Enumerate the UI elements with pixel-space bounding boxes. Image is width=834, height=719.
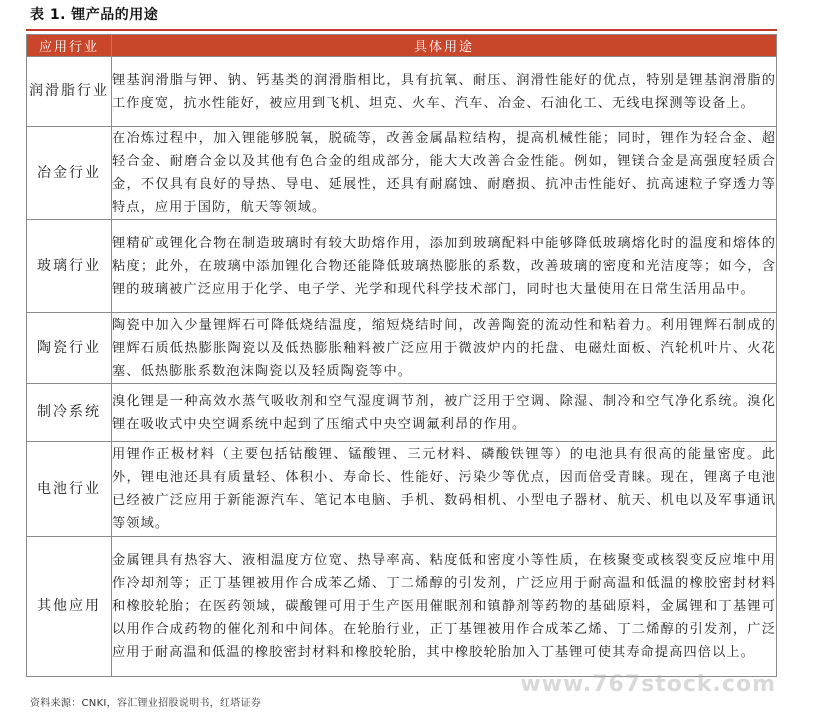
header-industry: 应用行业 [27,35,112,57]
row-description: 金属锂具有热容大、液相温度方位宽、热导率高、粘度低和密度小等性质，在核聚变或核裂变反应堆中用作冷却剂等；正丁基锂被用作合成苯乙烯、丁二烯醇的引发剂，广泛应用于耐高温和低温的橡胶密封材料和橡胶轮胎；在医药领域，碳酸锂可用于生产医用催眠剂和镇静剂等药物的基础原料，金属锂和丁基锂可以用作合成药物的催化剂和中间体。在轮胎行业，正丁基锂被用作合成苯乙烯、丁二烯醇的引发剂，广泛应用于耐高温和低温的橡胶密封材料和橡胶轮胎，其中橡胶轮胎加入丁基锂可使其寿命提高四倍以上。 [112,537,777,677]
row-description: 在冶炼过程中，加入锂能够脱氧，脱硫等，改善金属晶粒结构，提高机械性能；同时，锂作为轻合金、超轻合金、耐磨合金以及其他有色合金的组成部分，能大大改善合金性能。例如，锂镁合金是高强度轻质合金，不仅具有良好的导热、导电、延展性，还具有耐腐蚀、耐磨损、抗冲击性能好、抗高速粒子穿透力等特点，应用于国防，航天等领域。 [112,127,777,220]
table-row [27,442,777,537]
source-note: 资料来源：CNKI，容汇锂业招股说明书，红塔证券 [30,698,262,709]
table-title: 表 1. 锂产品的用途 [30,7,159,23]
row-description: 用锂作正极材料（主要包括钴酸锂、锰酸锂、三元材料、磷酸铁锂等）的电池具有很高的能量密度。此外，锂电池还具有质量轻、体积小、寿命长、性能好、污染少等优点，因而倍受青睐。现在，锂离子电池已经被广泛应用于新能源汽车、笔记本电脑、手机、数码相机、小型电子器材、航天、机电以及军事通讯等领域。 [112,442,777,537]
row-description: 陶瓷中加入少量锂辉石可降低烧结温度，缩短烧结时间，改善陶瓷的流动性和粘着力。利用锂辉石制成的锂辉石质低热膨胀陶瓷以及低热膨胀釉料被广泛应用于微波炉内的托盘、电磁灶面板、汽轮机叶片、火花塞、低热膨胀系数泡沫陶瓷以及轻质陶瓷等中。 [112,313,777,384]
watermark: www.767stock.com [520,672,776,697]
row-category: 其他应用 [27,537,112,677]
title-divider [26,29,777,31]
row-category: 润滑脂行业 [27,57,112,127]
row-category: 陶瓷行业 [27,313,112,384]
row-description: 锂精矿或锂化合物在制造玻璃时有较大助熔作用，添加到玻璃配料中能够降低玻璃熔化时的温度和熔体的粘度；此外，在玻璃中添加锂化合物还能降低玻璃热膨胀的系数，改善玻璃的密度和光洁度等；如今，含锂的玻璃被广泛应用于化学、电子学、光学和现代科学技术部门，同时也大量使用在日常生活用品中。 [112,220,777,313]
table-row [27,313,777,384]
row-description: 锂基润滑脂与钾、钠、钙基类的润滑脂相比，具有抗氧、耐压、润滑性能好的优点，特别是锂基润滑脂的工作度宽，抗水性能好，被应用到飞机、坦克、火车、汽车、冶金、石油化工、无线电探测等设备上。 [112,57,777,127]
row-description: 溴化锂是一种高效水蒸气吸收剂和空气湿度调节剂，被广泛用于空调、除湿、制冷和空气净化系统。溴化锂在吸收式中央空调系统中起到了压缩式中央空调氟利昂的作用。 [112,384,777,442]
row-category: 制冷系统 [27,384,112,442]
row-category: 玻璃行业 [27,220,112,313]
lithium-uses-table [26,34,777,677]
header-usage: 具体用途 [112,35,777,57]
table-row [27,127,777,220]
table-row [27,537,777,677]
row-category: 冶金行业 [27,127,112,220]
table-row [27,57,777,127]
table-row [27,384,777,442]
table-header-row [27,35,777,57]
row-category: 电池行业 [27,442,112,537]
table-row [27,220,777,313]
